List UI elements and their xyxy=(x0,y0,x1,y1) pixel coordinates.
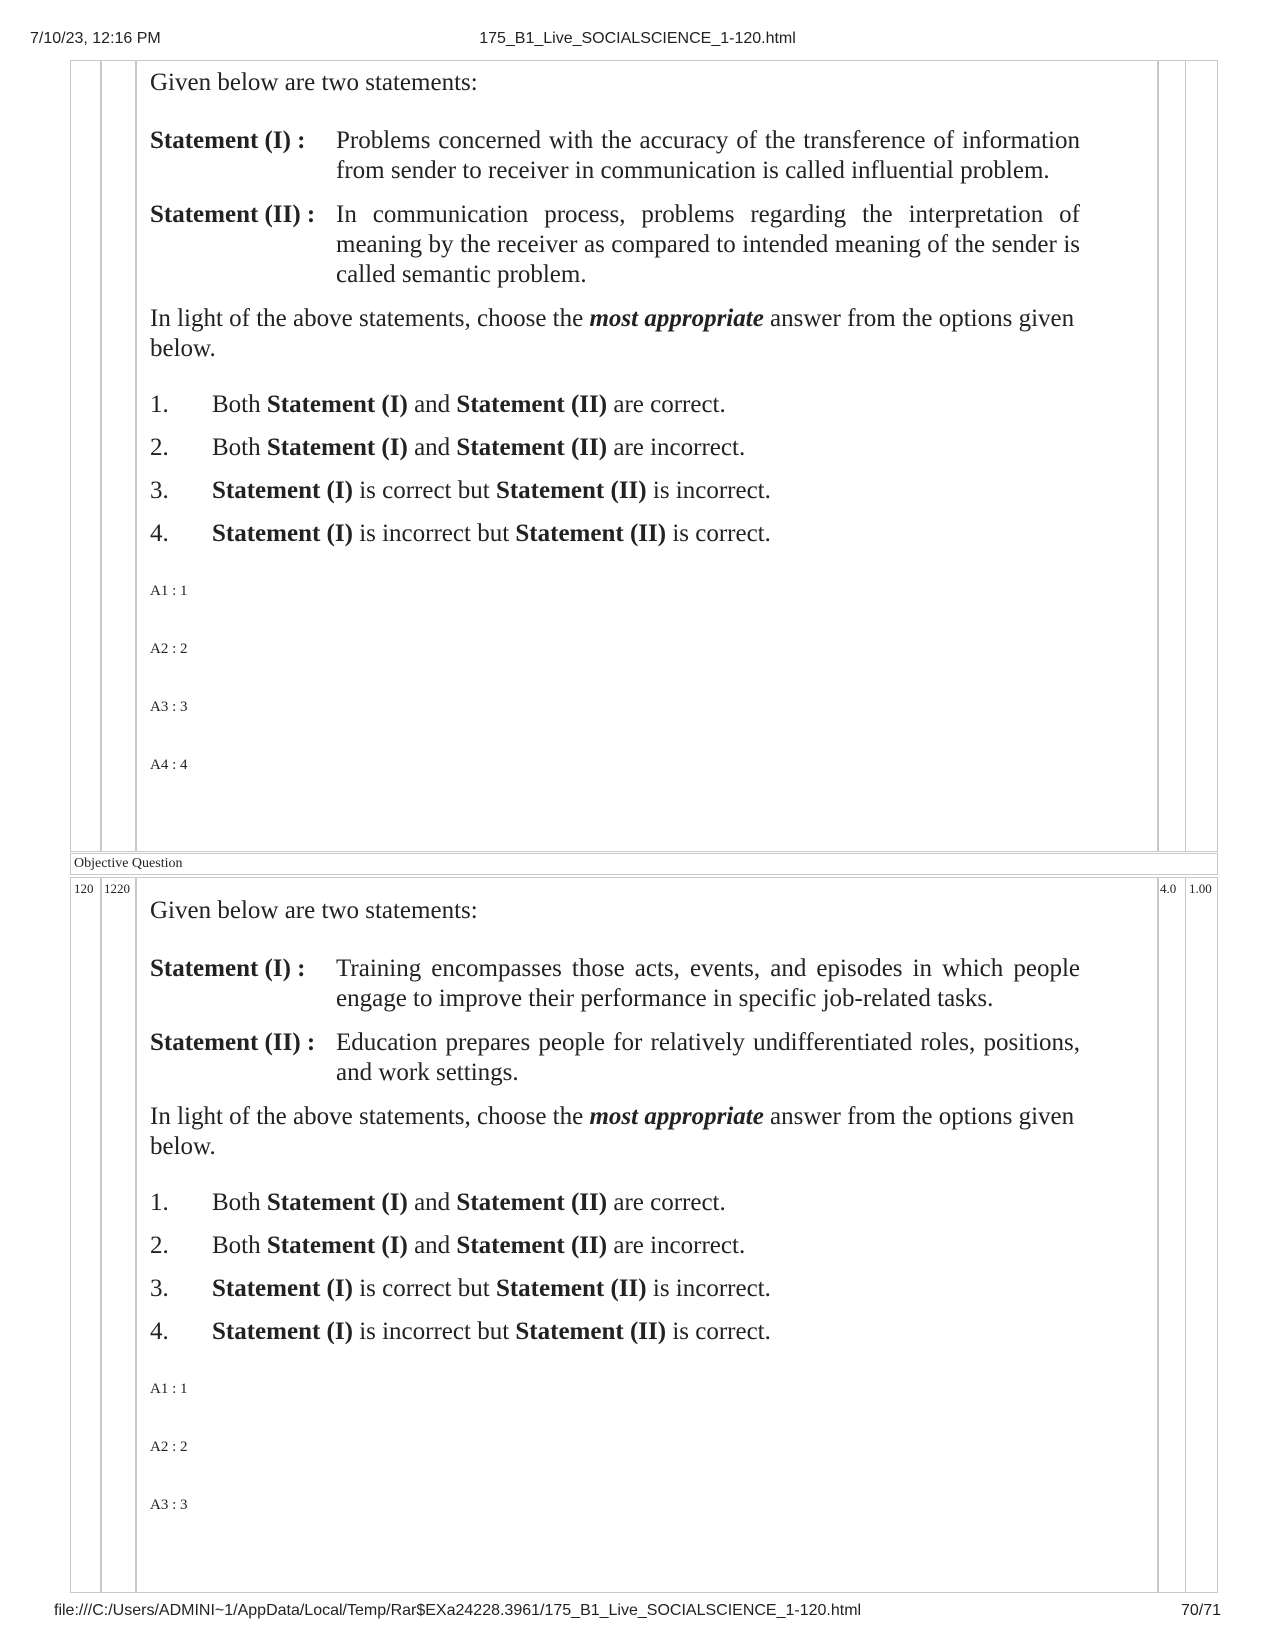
instruction-text: answer from the options given below. xyxy=(150,305,1075,362)
question-marks: 4.0 xyxy=(1160,881,1177,896)
instruction-text: In light of the above statements, choose the xyxy=(150,305,590,332)
option-2 xyxy=(150,1231,1080,1261)
answer-key-3: A3 : 3 xyxy=(150,1497,188,1513)
print-datetime: 7/10/23, 12:16 PM xyxy=(30,30,161,47)
options-list xyxy=(150,1188,1080,1347)
answer-key-4: A4 : 4 xyxy=(150,757,188,773)
print-page-number: 70/71 xyxy=(1180,1602,1221,1619)
instruction-text: In light of the above statements, choose the xyxy=(150,1103,590,1130)
question-id: 1220 xyxy=(104,881,130,896)
option-4 xyxy=(150,1317,1080,1347)
option-3 xyxy=(150,1274,1080,1304)
option-1 xyxy=(150,390,1080,420)
print-file-path: file:///C:/Users/ADMINI~1/AppData/Local/Temp/Rar$EXa24228.3961/175_B1_Live_SOCIALSCIENCE_1-120.html xyxy=(54,1602,862,1619)
question-type-band: Objective Question xyxy=(70,853,1218,875)
instruction-emphasis: most appropriate xyxy=(589,1103,764,1130)
marks-column-top xyxy=(1158,60,1186,852)
statement-2 xyxy=(150,1028,1080,1088)
serial-column-top xyxy=(70,60,101,852)
option-number: 3. xyxy=(150,477,169,504)
option-number: 2. xyxy=(150,1232,169,1259)
statement-label: Statement (II) : xyxy=(150,1029,316,1056)
option-text: Both Statement (I) and Statement (II) are incorrect. xyxy=(212,434,746,461)
statement-1 xyxy=(150,954,1080,1014)
serial-column-bottom xyxy=(70,877,101,1593)
marks-column-bottom xyxy=(1158,877,1186,1593)
option-number: 1. xyxy=(150,1189,169,1216)
option-text: Statement (I) is correct but Statement (II) is incorrect. xyxy=(212,1275,771,1302)
print-footer xyxy=(0,1602,1275,1624)
options-list xyxy=(150,390,1080,549)
question-instruction xyxy=(150,1102,1080,1162)
answer-key-2: A2 : 2 xyxy=(150,1439,188,1455)
answer-key-1: A1 : 1 xyxy=(150,1381,188,1397)
question-120 xyxy=(150,896,1080,1553)
question-instruction xyxy=(150,304,1080,364)
statement-text: Training encompasses those acts, events, and episodes in which people engage to improve their performance in specific job-related tasks. xyxy=(336,955,1080,1012)
print-header xyxy=(0,30,1275,52)
option-text: Both Statement (I) and Statement (II) are correct. xyxy=(212,1189,726,1216)
statement-label: Statement (I) : xyxy=(150,955,306,982)
statement-text: In communication process, problems regarding the interpretation of meaning by the receiver as compared to intended meaning of the sender is called semantic problem. xyxy=(336,201,1080,288)
option-text: Both Statement (I) and Statement (II) are correct. xyxy=(212,391,726,418)
statement-label: Statement (I) : xyxy=(150,127,306,154)
option-number: 4. xyxy=(150,520,169,547)
option-number: 3. xyxy=(150,1275,169,1302)
option-number: 4. xyxy=(150,1318,169,1345)
answer-key-3: A3 : 3 xyxy=(150,699,188,715)
option-number: 2. xyxy=(150,434,169,461)
statement-text: Education prepares people for relatively undifferentiated roles, positions, and work settings. xyxy=(336,1029,1080,1086)
option-3 xyxy=(150,476,1080,506)
statement-2 xyxy=(150,200,1080,290)
question-119 xyxy=(150,68,1080,813)
option-text: Statement (I) is correct but Statement (II) is incorrect. xyxy=(212,477,771,504)
option-text: Statement (I) is incorrect but Statement (II) is correct. xyxy=(212,520,771,547)
statement-label: Statement (II) : xyxy=(150,201,316,228)
option-text: Statement (I) is incorrect but Statement (II) is correct. xyxy=(212,1318,771,1345)
instruction-text: answer from the options given below. xyxy=(150,1103,1075,1160)
question-intro: Given below are two statements: xyxy=(150,69,478,96)
statement-1 xyxy=(150,126,1080,186)
option-2 xyxy=(150,433,1080,463)
print-title: 175_B1_Live_SOCIALSCIENCE_1-120.html xyxy=(479,30,796,47)
option-4 xyxy=(150,519,1080,549)
option-number: 1. xyxy=(150,391,169,418)
question-negative-marks: 1.00 xyxy=(1189,881,1212,896)
id-column-top xyxy=(101,60,136,852)
option-1 xyxy=(150,1188,1080,1218)
statement-text: Problems concerned with the accuracy of the transference of information from sender to receiver in communication is called influential problem. xyxy=(336,127,1080,184)
answer-key-2: A2 : 2 xyxy=(150,641,188,657)
answer-key-1: A1 : 1 xyxy=(150,583,188,599)
id-column-bottom xyxy=(101,877,136,1593)
instruction-emphasis: most appropriate xyxy=(589,305,764,332)
option-text: Both Statement (I) and Statement (II) are incorrect. xyxy=(212,1232,746,1259)
question-serial: 120 xyxy=(74,881,94,896)
question-intro: Given below are two statements: xyxy=(150,897,478,924)
